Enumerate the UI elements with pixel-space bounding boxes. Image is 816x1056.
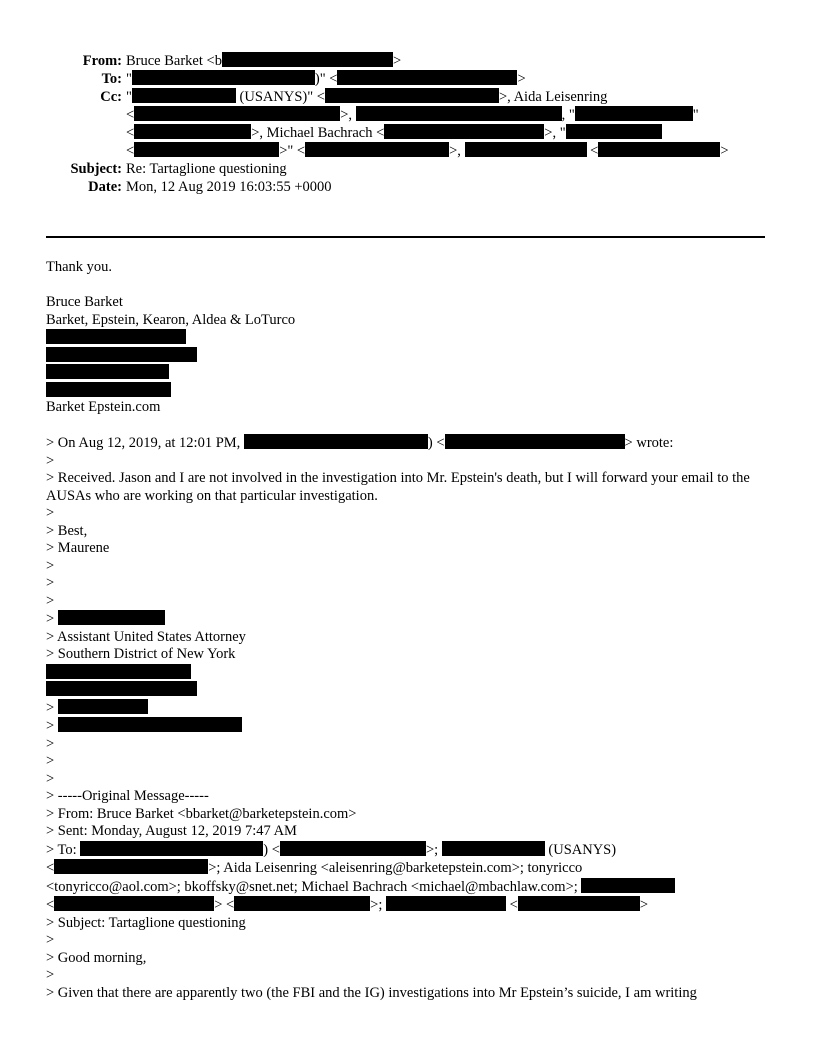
redacted-line: [46, 681, 771, 699]
quote-marker: >: [46, 735, 55, 752]
redaction-block: [386, 896, 506, 911]
original-from-line: > From: Bruce Barket <bbarket@barketepstein.com>: [46, 805, 357, 822]
redaction-block: [356, 106, 562, 121]
redaction-block: [132, 70, 315, 85]
cc-line2-quote: , ": [561, 107, 575, 123]
header-divider: [46, 236, 765, 238]
maurene-line: > Maurene: [46, 540, 110, 556]
to-open: ": [126, 71, 132, 87]
quote-marker: >: [46, 967, 55, 983]
email-body: [46, 259, 771, 1002]
good-morning-line: > Good morning,: [46, 949, 147, 966]
original-to-usanys: (USANYS): [544, 841, 617, 858]
redaction-block: [518, 896, 640, 911]
quote-marker: >: [46, 699, 58, 716]
redaction-block: [134, 142, 279, 157]
cc-aida: >, Aida Leisenring: [498, 89, 608, 105]
redaction-block: [46, 329, 186, 344]
original-line4-mid: > <: [214, 897, 235, 913]
cc-line2-end: ": [692, 107, 699, 123]
redaction-block: [581, 878, 675, 893]
redaction-block: [598, 142, 720, 157]
redaction-block: [46, 364, 169, 379]
original-line3-text: <tonyricco@aol.com>; bkoffsky@snet.net; Michael Bachrach <michael@mbachlaw.com>;: [46, 878, 582, 895]
redaction-block: [46, 382, 171, 397]
redacted-quote-line: [46, 610, 771, 629]
to-label: To:: [101, 71, 122, 87]
original-message-line: > -----Original Message-----: [46, 788, 209, 804]
quote-marker: >: [46, 611, 58, 627]
signature-redacted-line: [46, 382, 771, 400]
signature-redacted-line: [46, 329, 771, 347]
quote-marker: >: [46, 770, 55, 787]
best-line: > Best,: [46, 522, 88, 539]
original-line4-open: <: [46, 897, 55, 913]
redaction-block: [222, 52, 393, 67]
redaction-block: [58, 610, 165, 625]
quote-intro: [46, 434, 771, 453]
cc-line2-open: <: [126, 107, 135, 123]
cc-line3-open: <: [126, 125, 135, 141]
to-tail: >: [517, 71, 526, 87]
redacted-quote-line: [46, 699, 771, 718]
redaction-block: [46, 347, 197, 362]
cc-row: [46, 88, 776, 160]
redaction-block: [465, 142, 587, 157]
redaction-block: [58, 699, 148, 714]
redaction-block: [325, 88, 499, 103]
redaction-block: [46, 664, 191, 679]
signature-redacted-line: [46, 364, 771, 382]
subject-row: [46, 160, 776, 178]
redaction-block: [54, 859, 208, 874]
redaction-block: [134, 106, 340, 121]
cc-line2-comma: >,: [340, 107, 356, 123]
redacted-quote-line: [46, 717, 771, 736]
original-to-line3: [46, 878, 771, 897]
cc-line4-open: <: [126, 143, 135, 159]
quote-intro-end: > wrote:: [624, 435, 674, 451]
quote-marker: >: [46, 452, 55, 469]
redaction-block: [384, 124, 544, 139]
original-to-line4: [46, 896, 771, 915]
redacted-line: [46, 664, 771, 682]
ausa-line: > Assistant United States Attorney: [46, 628, 246, 645]
cc-open: ": [126, 89, 132, 105]
given-line: > Given that there are apparently two (the FBI and the IG) investigations into Mr Epstein’s suicide, I am writing: [46, 984, 697, 1001]
redaction-block: [134, 124, 251, 139]
email-header: [46, 52, 776, 196]
to-mid: )" <: [314, 71, 338, 87]
subject-value: Re: Tartaglione questioning: [126, 161, 287, 177]
original-to-start: > To:: [46, 841, 81, 858]
signature-firm: Barket, Epstein, Kearon, Aldea & LoTurco: [46, 311, 296, 328]
redaction-block: [132, 88, 236, 103]
original-to-mid: ) <: [263, 841, 280, 858]
signature-name: Bruce Barket: [46, 294, 123, 310]
original-line2-text: >; Aida Leisenring <aleisenring@barketepstein.com>; tonyricco: [208, 860, 583, 876]
redaction-block: [566, 124, 662, 139]
cc-line4-comma: >,: [449, 143, 465, 159]
from-tail: >: [392, 53, 402, 69]
quote-marker: >: [46, 575, 55, 591]
cc-label: Cc:: [100, 89, 122, 105]
redaction-block: [244, 434, 428, 449]
date-row: [46, 178, 776, 196]
redaction-block: [234, 896, 370, 911]
thanks-line: Thank you.: [46, 259, 113, 275]
original-line4-sep: >;: [370, 897, 387, 913]
cc-line4-mid: >" <: [279, 143, 306, 159]
quote-marker: >: [46, 718, 58, 734]
redaction-block: [305, 142, 449, 157]
original-to-line2: [46, 859, 771, 878]
quote-marker: >: [46, 753, 55, 769]
cc-line3-mid: >, ": [544, 125, 566, 141]
cc-michael: >, Michael Bachrach <: [251, 125, 385, 141]
sdny-line: > Southern District of New York: [46, 646, 236, 662]
received-paragraph: > Received. Jason and I are not involved in the investigation into Mr. Epstein's death, but I will forward your email to the AUSAs who are working on that particular investigation.: [46, 470, 750, 504]
original-line2-open: <: [46, 860, 55, 876]
redaction-block: [575, 106, 693, 121]
original-subject-line: > Subject: Tartaglione questioning: [46, 914, 246, 931]
redaction-block: [337, 70, 517, 85]
date-value: Mon, 12 Aug 2019 16:03:55 +0000: [126, 179, 332, 195]
quote-intro-mid: ) <: [427, 435, 445, 451]
original-line4-end: >: [639, 897, 649, 913]
redaction-block: [46, 681, 197, 696]
cc-usanys: (USANYS)" <: [235, 89, 325, 105]
quote-marker: >: [46, 505, 55, 521]
redaction-block: [280, 841, 426, 856]
quote-intro-start: > On Aug 12, 2019, at 12:01 PM,: [46, 435, 244, 451]
quote-marker: >: [46, 557, 55, 574]
redaction-block: [80, 841, 263, 856]
signature-redacted-line: [46, 347, 771, 365]
original-sent-line: > Sent: Monday, August 12, 2019 7:47 AM: [46, 823, 297, 839]
redaction-block: [445, 434, 625, 449]
date-label: Date:: [88, 179, 122, 195]
redaction-block: [58, 717, 242, 732]
signature-website: Barket Epstein.com: [46, 399, 161, 415]
cc-line4-lt: <: [586, 143, 599, 159]
quote-marker: >: [46, 932, 55, 948]
redaction-block: [442, 841, 545, 856]
from-name: Bruce Barket <b: [126, 53, 222, 69]
from-row: [46, 52, 776, 70]
original-to-line: [46, 841, 771, 860]
original-line4-lt: <: [506, 897, 518, 913]
original-to-sep: >;: [425, 841, 442, 858]
quote-marker: >: [46, 592, 55, 609]
cc-line4-end: >: [720, 143, 729, 159]
redaction-block: [54, 896, 214, 911]
from-label: From:: [82, 53, 122, 69]
to-row: [46, 70, 776, 88]
subject-label: Subject:: [70, 161, 122, 177]
